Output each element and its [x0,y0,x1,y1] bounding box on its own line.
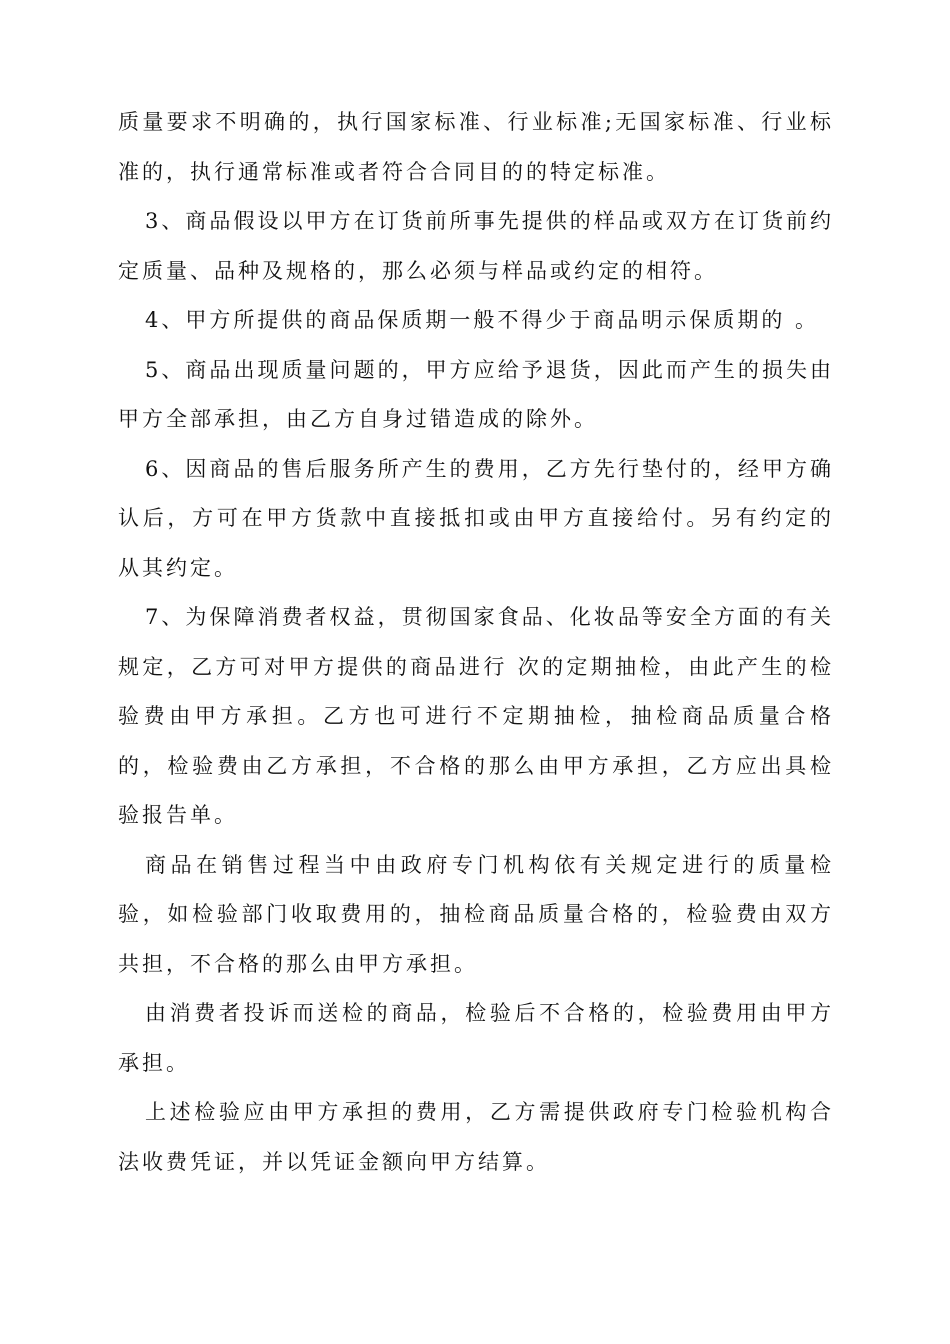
paragraph-clause-5: 5、商品出现质量问题的，甲方应给予退货，因此而产生的损失由甲方全部承担，由乙方自身过错造成的除外。 [118,357,834,431]
paragraph-clause-7: 7、为保障消费者权益，贯彻国家食品、化妆品等安全方面的有关规定，乙方可对甲方提供的商品进行 次的定期抽检，由此产生的检验费由甲方承担。乙方也可进行不定期抽检，抽检商品质量合格的，检验费由乙方承担，不合格的那么由甲方承担，乙方应出具检验报告单。 [118,605,834,827]
paragraph-quality-standard: 质量要求不明确的，执行国家标准、行业标准;无国家标准、行业标准的，执行通常标准或者符合合同目的的特定标准。 [118,110,834,184]
paragraph-consumer-complaint: 由消费者投诉而送检的商品，检验后不合格的，检验费用由甲方承担。 [118,1001,834,1075]
document-body [118,98,834,1187]
paragraph-government-inspection: 商品在销售过程当中由政府专门机构依有关规定进行的质量检验，如检验部门收取费用的，抽检商品质量合格的，检验费由双方共担，不合格的那么由甲方承担。 [118,852,834,976]
paragraph-inspection-settlement: 上述检验应由甲方承担的费用，乙方需提供政府专门检验机构合法收费凭证，并以凭证金额向甲方结算。 [118,1100,834,1174]
paragraph-clause-3: 3、商品假设以甲方在订货前所事先提供的样品或双方在订货前约定质量、品种及规格的，那么必须与样品或约定的相符。 [118,209,834,283]
paragraph-clause-4: 4、甲方所提供的商品保质期一般不得少于商品明示保质期的 。 [145,308,820,332]
paragraph-clause-6: 6、因商品的售后服务所产生的费用，乙方先行垫付的，经甲方确认后，方可在甲方货款中直接抵扣或由甲方直接给付。另有约定的从其约定。 [118,456,834,580]
